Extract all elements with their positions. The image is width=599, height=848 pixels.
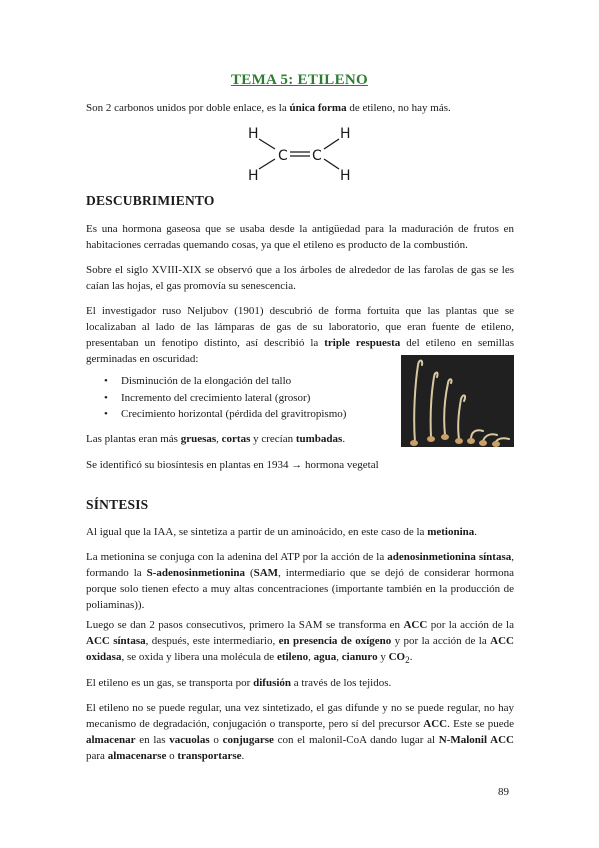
bold-text: cortas [221,433,251,445]
bold-text: metionina [427,526,475,538]
bold-text: N-Malonil ACC [438,734,514,746]
bond-line [259,159,275,169]
bold-text: almacenarse [107,750,167,762]
text: o [209,734,223,746]
bold-text: ACC [423,718,448,730]
text: y crecían [250,433,296,445]
bold-text: almacenar [86,734,136,746]
paragraph [86,675,514,691]
bold-text: agua [313,651,337,663]
bold-text: única forma [289,102,347,114]
text: , se oxida y libera una molécula de [121,651,277,663]
ethylene-structure-diagram [246,124,354,184]
text: , [216,433,222,445]
text: o [166,750,178,762]
bold-text: en presencia de oxígeno [278,635,392,647]
page-title: TEMA 5: ETILENO [230,72,369,88]
bold-text: difusión [253,677,292,689]
text: , [336,651,342,663]
text: del etileno en semillas germinadas en oscuridad: [86,337,514,365]
text: para [86,750,108,762]
text: Las plantas eran más [86,433,181,445]
atom-h-bottom-right: H [340,168,351,184]
text: ( [245,567,254,579]
bond-line [324,159,339,169]
text: . Este se puede [447,718,514,730]
bold-text: vacuolas [169,734,210,746]
paragraph [86,700,514,764]
list-item: • Crecimiento horizontal (pérdida del gravitropismo) [104,406,346,423]
bold-text: etileno [276,651,309,663]
bold-text: ACC [403,619,428,631]
bond-line [259,139,275,149]
page-number: 89 [498,786,509,798]
text: Luego se dan 2 pasos consecutivos, primero la SAM se transforma en [86,619,404,631]
bold-text: ACC síntasa [86,635,146,647]
bold-text: SAM [253,567,279,579]
atom-h-top-right: H [340,126,351,142]
section-heading-descubrimiento: DESCUBRIMIENTO [86,193,215,208]
bold-text: S-adenosinmetionina [146,567,246,579]
text: de etileno, no hay más. [346,102,451,114]
bold-text: transportarse [177,750,242,762]
atom-c-right: C [312,148,322,164]
bold-text: adenosinmetionina síntasa [387,551,512,563]
text: La metionina se conjuga con la adenina del ATP por la acción de la [86,551,388,563]
section-heading-sintesis: SÍNTESIS [86,497,149,512]
bold-text: triple respuesta [324,337,401,349]
bold-text: conjugarse [222,734,274,746]
text: y [377,651,389,663]
paragraph: Se identificó su biosíntesis en plantas en 1934 → hormona vegetal [86,459,379,471]
paragraph: Sobre el siglo XVIII-XIX se observó que a los árboles de alrededor de las farolas de gas se les caían las hojas, el gas promovía su senescencia. [86,264,514,292]
text: . [342,433,346,445]
bold-text: ACC oxidasa [86,635,514,663]
bold-text: tumbadas [295,433,343,445]
text: por la acción de la [427,619,514,631]
text: Al igual que la IAA, se sintetiza a partir de un aminoácido, en este caso de la [86,526,428,538]
text: , intermediario que se dejó de considerar hormona porque solo tienen efecto a muy altas concentraciones (importante también en la producción de poliaminas)). [86,567,514,611]
text: , [308,651,314,663]
bold-text: gruesas [180,433,217,445]
text: . [409,651,413,663]
list-item: • Incremento del crecimiento lateral (grosor) [104,390,346,407]
intro-paragraph [86,100,514,116]
text: a través de los tejidos. [291,677,392,689]
list-item: • Disminución de la elongación del tallo [104,373,346,390]
text: . [241,750,245,762]
text: Son 2 carbonos unidos por doble enlace, es la [86,102,290,114]
atom-h-top-left: H [248,126,259,142]
text: con el malonil-CoA dando lugar al [273,734,439,746]
bond-line [324,139,339,149]
triple-response-list [104,373,346,423]
text: y por la acción de la [391,635,491,647]
atom-h-bottom-left: H [248,168,259,184]
paragraph: Es una hormona gaseosa que se usaba desde la antigüedad para la maduración de frutos en habitaciones cerradas quemando cosas, ya que el etileno es producto de la combustión. [86,223,514,251]
bold-text: CO [388,651,406,663]
subscript: 2 [405,655,410,666]
paragraph-plant-traits [86,431,514,447]
text: , formando la [86,551,514,579]
text: . [474,526,477,538]
bold-text: cianuro [341,651,378,663]
text: , después, este intermediario, [145,635,279,647]
text: en las [135,734,170,746]
paragraph [86,617,514,668]
paragraph [86,549,514,613]
text: El investigador ruso Neljubov (1901) descubrió de forma fortuita que las plantas que se localizaban al lado de las lámparas de gas de su laboratorio, que eran fuente de etileno, presentaban un fenotipo distinto, así describió la [86,305,514,349]
atom-c-left: C [278,148,288,164]
text: El etileno es un gas, se transporta por [86,677,254,689]
text: El etileno no se puede regular, una vez sintetizado, el gas difunde y no se puede regular, no hay mecanismo de degradación, conjugación o transporte, pero sí del precursor [86,702,514,730]
paragraph [86,524,514,540]
